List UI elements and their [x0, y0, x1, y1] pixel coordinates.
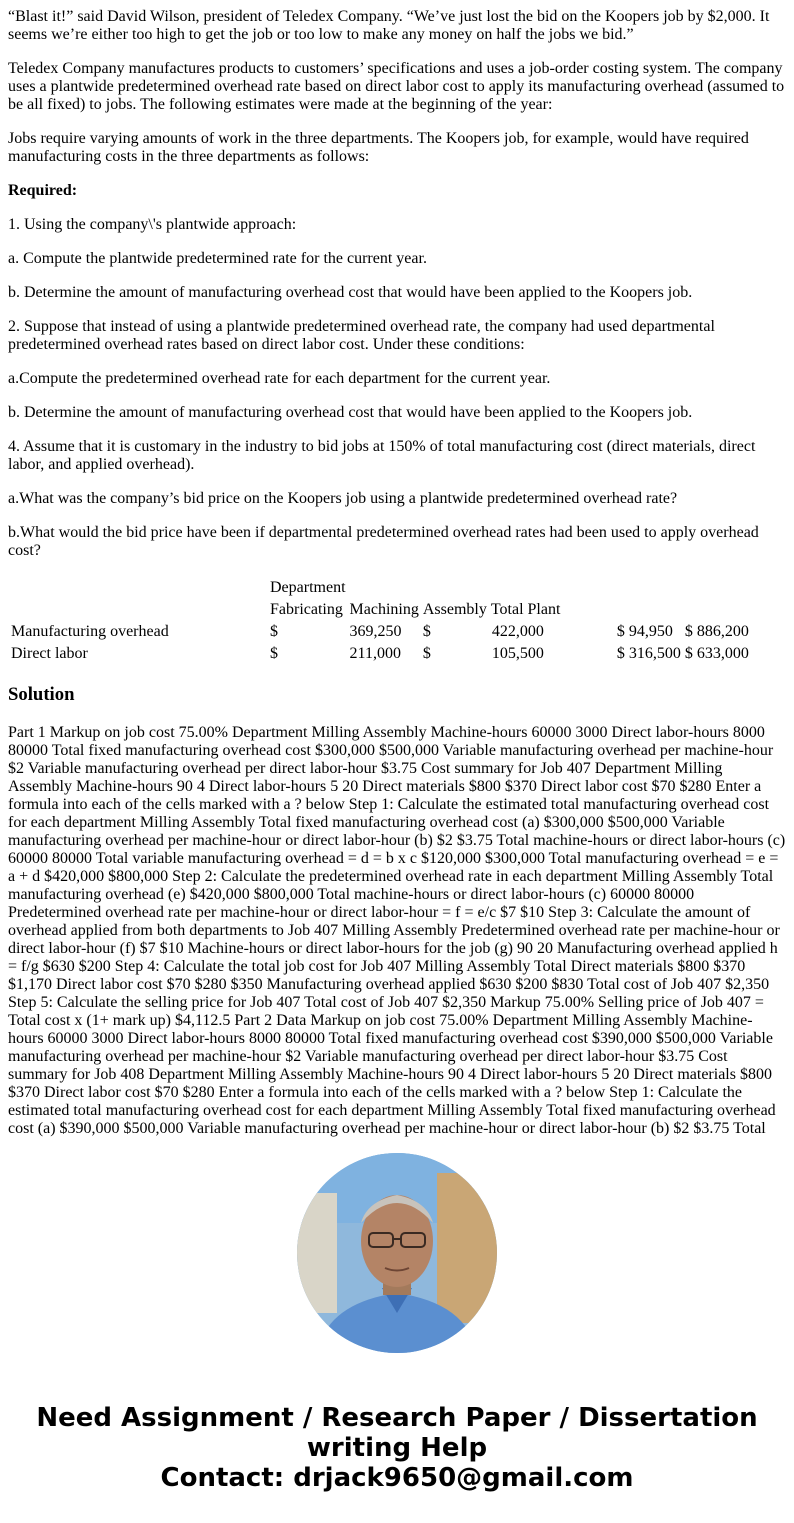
- solution-heading: Solution: [8, 684, 75, 705]
- solution-text: Part 1 Markup on job cost 75.00% Department Milling Assembly Machine-hours 60000 3000 Direct labor-hours 8000 80000 Total fixed manufacturing overhead cost $300,000 $500,000 Variable manufacturing overhead per machine-hour $2 Variable manufacturing overhead per direct labor-hour $3.75 Cost summary for Job 407 Department Milling Assembly Machine-hours 90 4 Direct labor-hours 5 20 Direct materials $800 $370 Direct labor cost $70 $280 Enter a formula into each of the cells marked with a ? below Step 1: Calculate the estimated total manufacturing overhead cost for each department Milling Assembly Total fixed manufacturing overhead cost (a) $300,000 $500,000 Variable manufacturing overhead per machine-hour or direct labor-hour (b) $2 $3.75 Total machine-hours or direct labor-hours (c) 60000 80000 Total variable manufacturing overhead = d = b x c $120,000 $300,000 Total manufacturing overhead = e = a + d $420,000 $800,000 Step 2: Calculate the predetermined overhead rate in each department Milling Assembly Total manufacturing overhead (e) $420,000 $800,000 Total machine-hours or direct labor-hours (c) 60000 80000 Predetermined overhead rate per machine-hour or direct labor-hour = f = e/c $7 $10 Step 3: Calculate the amount of overhead applied from both departments to Job 407 Milling Assembly Predetermined overhead rate per machine-hour or direct labor-hour (f) $7 $10 Machine-hours or direct labor-hours for the job (g) 90 20 Manufacturing overhead applied h = f/g $630 $200 Step 4: Calculate the total job cost for Job 407 Milling Assembly Total Direct materials $800 $370 $1,170 Direct labor cost $70 $280 $350 Manufacturing overhead applied $630 $200 $830 Total cost of Job 407 $2,350 Step 5: Calculate the selling price for Job 407 Total cost of Job 407 $2,350 Markup 75.00% Selling price of Job 407 = Total cost x (1+ mark up) $4,112.5 Part 2 Data Markup on job cost 75.00% Department Milling Assembly Machine-hours 60000 3000 Direct labor-hours 8000 80000 Total fixed manufacturing overhead cost $390,000 $500,000 Variable manufacturing overhead per machine-hour $2 Variable manufacturing overhead per direct labor-hour $3.75 Cost summary for Job 408 Department Milling Assembly Machine-hours 90 4 Direct labor-hours 5 20 Direct materials $800 $370 Direct labor cost $70 $280 Enter a formula into each of the cells marked with a ? below Step 1: Calculate the estimated total manufacturing overhead cost for each department Milling Assembly Total fixed manufacturing overhead cost (a) $390,000 $500,000 Variable manufacturing overhead per machine-hour or direct labor-hour (b) $2 $3.75 Total: [8, 724, 786, 1137]
- promo-banner: [0, 1403, 794, 1493]
- table-cell: 211,000: [349, 645, 401, 662]
- required-item: b.What would the bid price have been if departmental predetermined overhead rates had been used to apply overhead cost?: [8, 524, 759, 559]
- table-cell: 369,250: [349, 623, 402, 640]
- table-cell: $: [422, 623, 431, 640]
- row-label: Manufacturing overhead: [11, 623, 169, 640]
- table-cell: $: [270, 645, 278, 662]
- required-heading: Required:: [8, 182, 78, 199]
- person-photo-icon: [297, 1153, 497, 1353]
- table-row: [10, 622, 750, 642]
- column-header: Total Plant: [490, 601, 561, 618]
- table-row: [10, 644, 750, 664]
- promo-line: writing Help: [306, 1433, 488, 1463]
- required-item: b. Determine the amount of manufacturing overhead cost that would have been applied to the Koopers job.: [8, 404, 693, 421]
- column-header: Assembly: [422, 601, 487, 618]
- table-cell: $: [422, 645, 431, 662]
- table-cell: $: [684, 645, 693, 662]
- table-cell: 886,200: [696, 623, 749, 640]
- required-item: a. Compute the plantwide predetermined rate for the current year.: [8, 250, 427, 267]
- column-header: Machining: [349, 601, 419, 618]
- column-header: Fabricating: [270, 601, 343, 618]
- promo-contact: Contact: drjack9650@gmail.com: [160, 1463, 634, 1493]
- table-cell: 633,000: [696, 645, 749, 662]
- tutor-avatar: [297, 1153, 497, 1353]
- table-cell: 105,500: [491, 645, 544, 662]
- table-cell: 422,000: [491, 623, 544, 640]
- document-body: [8, 8, 786, 1138]
- table-cell: 94,950: [628, 623, 673, 640]
- intro-paragraph-1: “Blast it!” said David Wilson, president of Teledex Company. “We’ve just lost the bid on the Koopers job by $2,000. It seems we’re either too high to get the job or too low to make any money on half the jobs we bid.”: [8, 8, 770, 43]
- department-header: Department: [270, 579, 346, 596]
- table-cell: 316,500: [628, 645, 681, 662]
- intro-paragraph-3: Jobs require varying amounts of work in the three departments. The Koopers job, for example, would have required manufacturing costs in the three departments as follows:: [8, 130, 749, 165]
- overhead-table: [8, 576, 752, 666]
- table-cell: $: [684, 623, 693, 640]
- promo-line: Need Assignment / Research Paper / Dissertation: [36, 1403, 758, 1433]
- required-item: 2. Suppose that instead of using a plantwide predetermined overhead rate, the company had used departmental predetermined overhead rates based on direct labor cost. Under these conditions:: [8, 318, 715, 353]
- solution-text-box[interactable]: [8, 724, 786, 1138]
- required-item: a.What was the company’s bid price on the Koopers job using a plantwide predetermined overhead rate?: [8, 490, 678, 507]
- table-header-row: [10, 600, 750, 620]
- table-row: [10, 578, 750, 598]
- intro-paragraph-2: Teledex Company manufactures products to customers’ specifications and uses a job-order costing system. The company uses a plantwide predetermined overhead rate based on direct labor cost to apply its manufacturing overhead (assumed to be all fixed) to jobs. The following estimates were made at the beginning of the year:: [8, 60, 785, 113]
- required-item: a.Compute the predetermined overhead rate for each department for the current year.: [8, 370, 551, 387]
- required-item: b. Determine the amount of manufacturing overhead cost that would have been applied to the Koopers job.: [8, 284, 693, 301]
- required-item: 4. Assume that it is customary in the industry to bid jobs at 150% of total manufacturing cost (direct materials, direct labor, and applied overhead).: [8, 438, 756, 473]
- table-cell: $: [616, 645, 625, 662]
- row-label: Direct labor: [11, 645, 88, 662]
- table-cell: $: [270, 623, 278, 640]
- required-item: 1. Using the company\'s plantwide approach:: [8, 216, 297, 233]
- table-cell: $: [616, 623, 625, 640]
